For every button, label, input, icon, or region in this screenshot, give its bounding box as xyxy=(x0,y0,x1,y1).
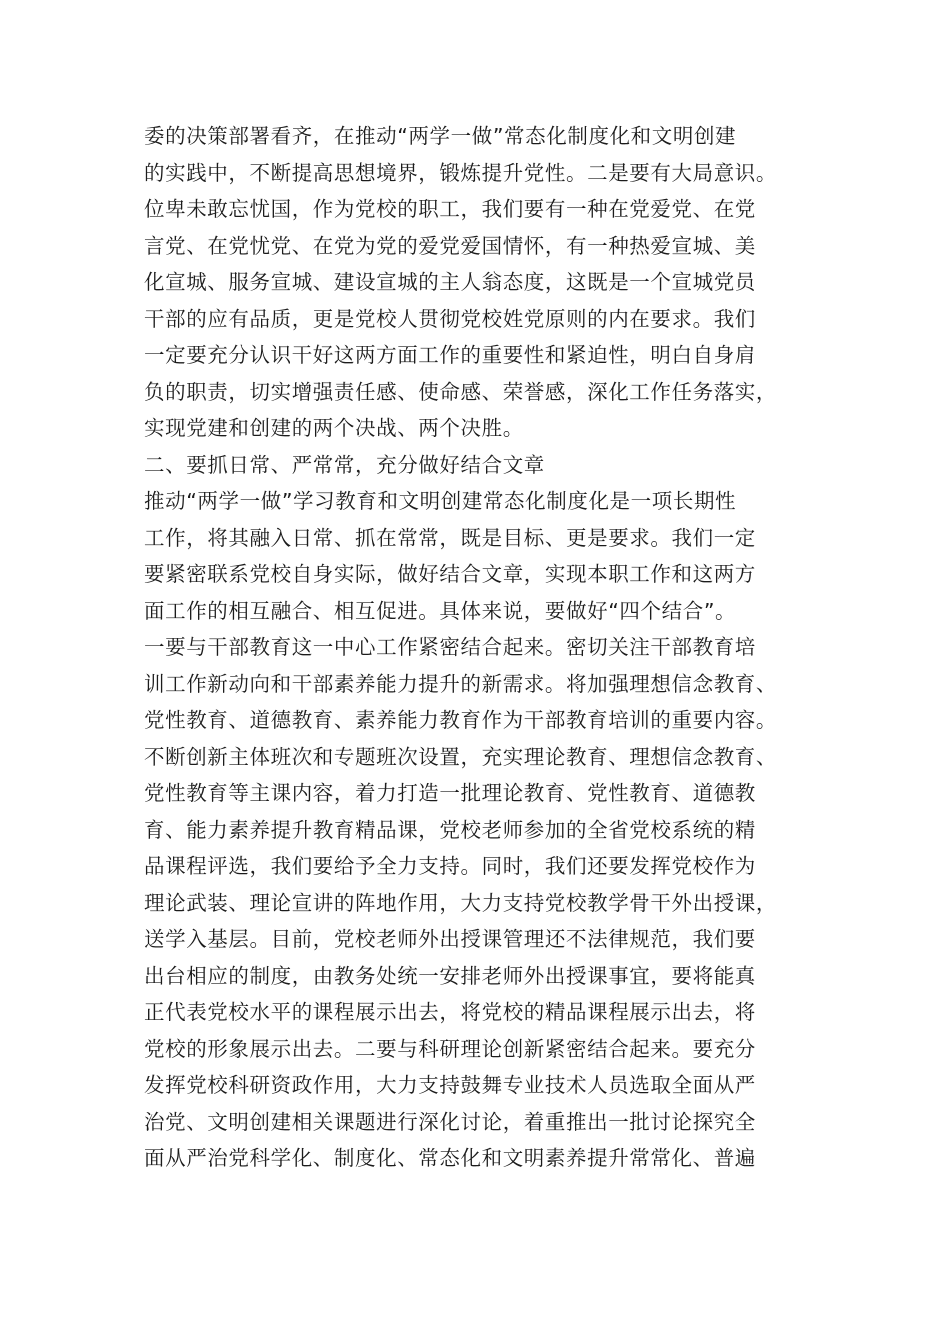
text-line: 干部的应有品质，更是党校人贯彻党校姓党原则的内在要求。我们 xyxy=(144,306,756,331)
text-line: 党性教育、道德教育、素养能力教育作为干部教育培训的重要内容。 xyxy=(144,708,777,732)
text-line: 党性教育等主课内容，着力打造一批理论教育、党性教育、道德教 xyxy=(144,781,756,805)
text-line: 品课程评选，我们要给予全力支持。同时，我们还要发挥党校作为 xyxy=(144,854,756,878)
text-line: 要紧密联系党校自身实际，做好结合文章，实现本职工作和这两方 xyxy=(144,562,756,586)
text-line: 一定要充分认识干好这两方面工作的重要性和紧迫性，明白自身肩 xyxy=(144,343,756,367)
text-line: 委的决策部署看齐，在推动“两学一做”常态化制度化和文明创建 xyxy=(144,124,737,148)
text-line: 实现党建和创建的两个决战、两个决胜。 xyxy=(144,416,524,440)
text-line: 化宣城、服务宣城、建设宣城的主人翁态度，这既是一个宣城党员 xyxy=(144,270,756,294)
text-line: 发挥党校科研资政作用，大力支持鼓舞专业技术人员选取全面从严 xyxy=(144,1073,756,1097)
text-line: 工作，将其融入日常、抓在常常，既是目标、更是要求。我们一定 xyxy=(144,525,756,550)
text-line: 理论武装、理论宣讲的阵地作用，大力支持党校教学骨干外出授课， xyxy=(144,890,777,915)
section-heading: 二、要抓日常、严常常，充分做好结合文章 xyxy=(144,452,545,477)
text-line: 训工作新动向和干部素养能力提升的新需求。将加强理想信念教育、 xyxy=(144,671,777,696)
text-line: 言党、在党忧党、在党为党的爱党爱国情怀，有一种热爱宣城、美 xyxy=(144,233,756,258)
text-line: 党校的形象展示出去。二要与科研理论创新紧密结合起来。要充分 xyxy=(144,1036,756,1061)
text-line: 面从严治党科学化、制度化、常态化和文明素养提升常常化、普遍 xyxy=(144,1146,756,1170)
text-line: 负的职责，切实增强责任感、使命感、荣誉感，深化工作任务落实， xyxy=(144,379,777,404)
text-line: 面工作的相互融合、相互促进。具体来说，要做好“四个结合”。 xyxy=(144,598,737,623)
text-line: 送学入基层。目前，党校老师外出授课管理还不法律规范，我们要 xyxy=(144,927,756,951)
text-line: 不断创新主体班次和专题班次设置，充实理论教育、理想信念教育、 xyxy=(144,744,777,769)
text-line: 出台相应的制度，由教务处统一安排老师外出授课事宜，要将能真 xyxy=(144,963,756,988)
body-text xyxy=(144,118,824,1177)
text-line: 治党、文明创建相关课题进行深化讨论，着重推出一批讨论探究全 xyxy=(144,1109,756,1134)
text-line: 的实践中，不断提高思想境界，锻炼提升党性。二是要有大局意识。 xyxy=(144,160,777,185)
text-line: 推动“两学一做”学习教育和文明创建常态化制度化是一项长期性 xyxy=(144,489,737,513)
text-line: 育、能力素养提升教育精品课，党校老师参加的全省党校系统的精 xyxy=(144,817,756,842)
text-line: 一要与干部教育这一中心工作紧密结合起来。密切关注干部教育培 xyxy=(144,635,756,659)
text-line: 正代表党校水平的课程展示出去，将党校的精品课程展示出去，将 xyxy=(144,1000,756,1024)
text-line: 位卑未敢忘忧国，作为党校的职工，我们要有一种在党爱党、在党 xyxy=(144,197,756,221)
